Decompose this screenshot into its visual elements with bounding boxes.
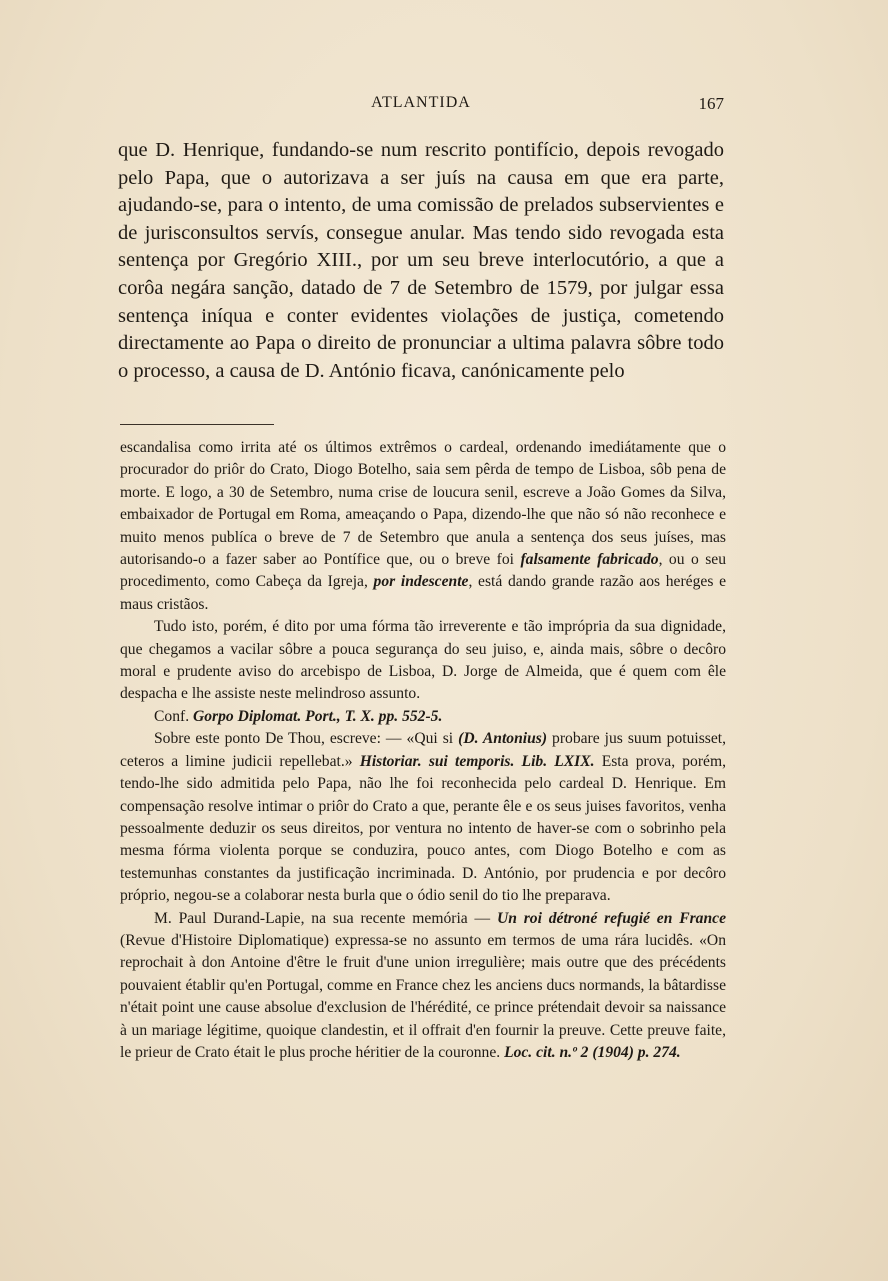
main-text (118, 137, 724, 385)
footnote-paragraph-5: M. Paul Durand-Lapie, na sua recente memória — Un roi détroné refugié en France (Revue d'Histoire Diplomatique) expressa-se no assunto em termos de uma rára lucidês. «On reprochait à don Antoine d'être le fruit d'une union irregulière; mais outre que des précédents pouvaient établir qu'en Portugal, comme en France chez les anciens ducs normands, la bâtardisse n'était point une cause absolue d'exclusion de l'hérédité, ce prince prétendait devoir sa naissance à un mariage légitime, quoique clandestin, et il offrait d'en fournir la preuve. Cette preuve faite, le prieur de Crato était le plus proche héritier de la couronne. Loc. cit. n.º 2 (1904) p. 274. (120, 909, 726, 1061)
footnote-paragraph-1: escandalisa como irrita até os últimos extrêmos o cardeal, ordenando imediátamente que o procurador do priôr do Crato, Diogo Botelho, saia sem pêrda de tempo de Lisboa, sôb pena de morte. E logo, a 30 de Setembro, numa crise de loucura senil, escreve a João Gomes da Silva, embaixador de Portugal em Roma, ameaçando o Papa, dizendo-lhe que não só não reconhece e muito menos publíca o breve de 7 de Setembro que anula a sentença dos seus juíses, mas autorisando-o a fazer saber ao Pontífice que, ou o breve foi falsamente fabricado, ou o seu procedimento, como Cabeça da Igreja, por indescente, está dando grande razão aos heréges e maus cristãos. (120, 439, 727, 613)
footnote-separator (120, 424, 274, 425)
main-paragraph: que D. Henrique, fundando-se num rescrito pontifício, depois revogado pelo Papa, que o autorizava a ser juís na causa em que era parte, ajudando-se, para o intento, de uma comissão de prelados subservientes e de jurisconsultos servís, consegue anular. Mas tendo sido revogada esta sentença por Gregório XIII., por um seu breve interlocutório, a que a corôa negára sanção, datado de 7 de Setembro de 1579, por julgar essa sentença iníqua e conter evidentes violações de justiça, cometendo directamente ao Papa o direito de pronunciar a ultima palavra sôbre todo o processo, a causa de D. António ficava, canónicamente pelo (118, 139, 724, 382)
footnote-paragraph-4: Sobre este ponto De Thou, escreve: — «Qui si (D. Antonius) probare jus suum potuisset, ceteros a limine judicii repellebat.» Historiar. sui temporis. Lib. LXIX. Esta prova, porém, tendo-lhe sido admitida pelo Papa, não lhe foi reconhecida pelo cardeal D. Henrique. Em compensação resolve intimar o priôr do Crato a que, perante êle e os seus juises favoritos, venha pessoalmente deduzir os seus direitos, por ventura no intento de haver-se com o sobrinho pela mesma fórma violenta porque se conduzira, pouco antes, com Diogo Botelho e com as testemunhas constantes da justificação incriminada. D. António, por prudencia e por decôro próprio, negou-se a colaborar nesta burla que o ódio senil do tio lhe preparava. (120, 730, 726, 905)
footnote-paragraph-3: Conf. Gorpo Diplomat. Port., T. X. pp. 552-5. (154, 707, 443, 725)
page-number: 167 (698, 94, 724, 113)
running-header (118, 94, 724, 116)
footnote-block (120, 437, 726, 1064)
running-title: ATLANTIDA (371, 94, 471, 111)
footnote-paragraph-2: Tudo isto, porém, é dito por uma fórma tão irreverente e tão imprópria da sua dignidade, que chegamos a vacilar sôbre a pouca segurança do seu juiso, e, ainda mais, sôbre o decôro moral e prudente aviso do arcebispo de Lisboa, D. Jorge de Almeida, que é quem com êle despacha e lhe assiste neste melindroso assunto. (120, 618, 726, 703)
